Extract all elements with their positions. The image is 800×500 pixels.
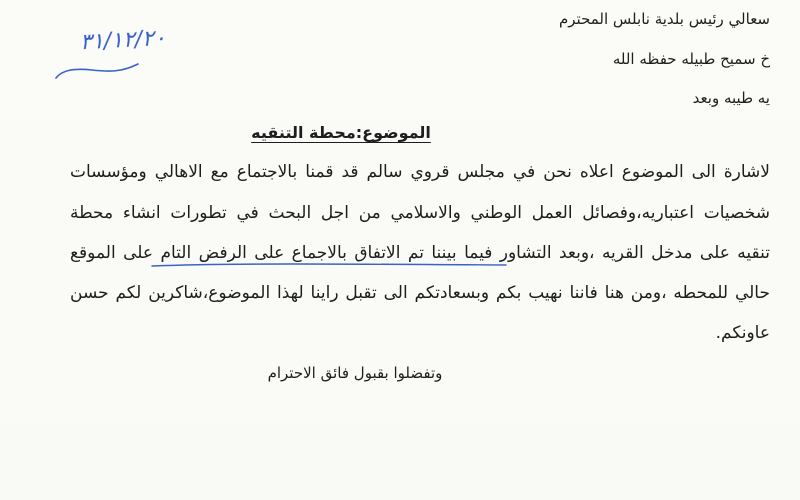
recipient-name: خ سميح طبيله حفظه الله	[612, 50, 770, 68]
closing-line: وتفضلوا بقبول فائق الاحترام	[267, 364, 443, 382]
handwritten-stroke	[52, 56, 142, 86]
body-line-2: شخصيات اعتباريه،وفصائل العمل الوطني والاسلامي من اجل البحث في تطورات انشاء محطة	[70, 203, 770, 223]
recipient-title: سعالي رئيس بلدية نابلس المحترم	[558, 10, 770, 28]
greeting: يه طيبه وبعد	[692, 89, 770, 107]
body-line-4: حالي للمحطه ،ومن هنا فاننا نهيب بكم وبسعادتكم الى تقبل راينا لهذا الموضوع،شاكرين لكم حسن	[70, 283, 770, 303]
handwritten-date: ٣١/١٢/٢٠	[79, 25, 167, 56]
body-line-5: عاونكم.	[715, 323, 770, 343]
handwritten-underline	[150, 258, 510, 272]
subject-line	[0, 122, 800, 144]
body-line-1: لاشارة الى الموضوع اعلاه نحن في مجلس قروي سالم قد قمنا بالاجتماع مع الاهالي ومؤسسات	[70, 162, 770, 182]
body-line-3: تنقيه على مدخل القريه ،وبعد التشاور فيما بيننا تم الاتفاق بالاجماع على الرفض التام على الموقع	[70, 243, 770, 263]
subject-text: الموضوع:محطة التنقيه	[251, 123, 431, 142]
